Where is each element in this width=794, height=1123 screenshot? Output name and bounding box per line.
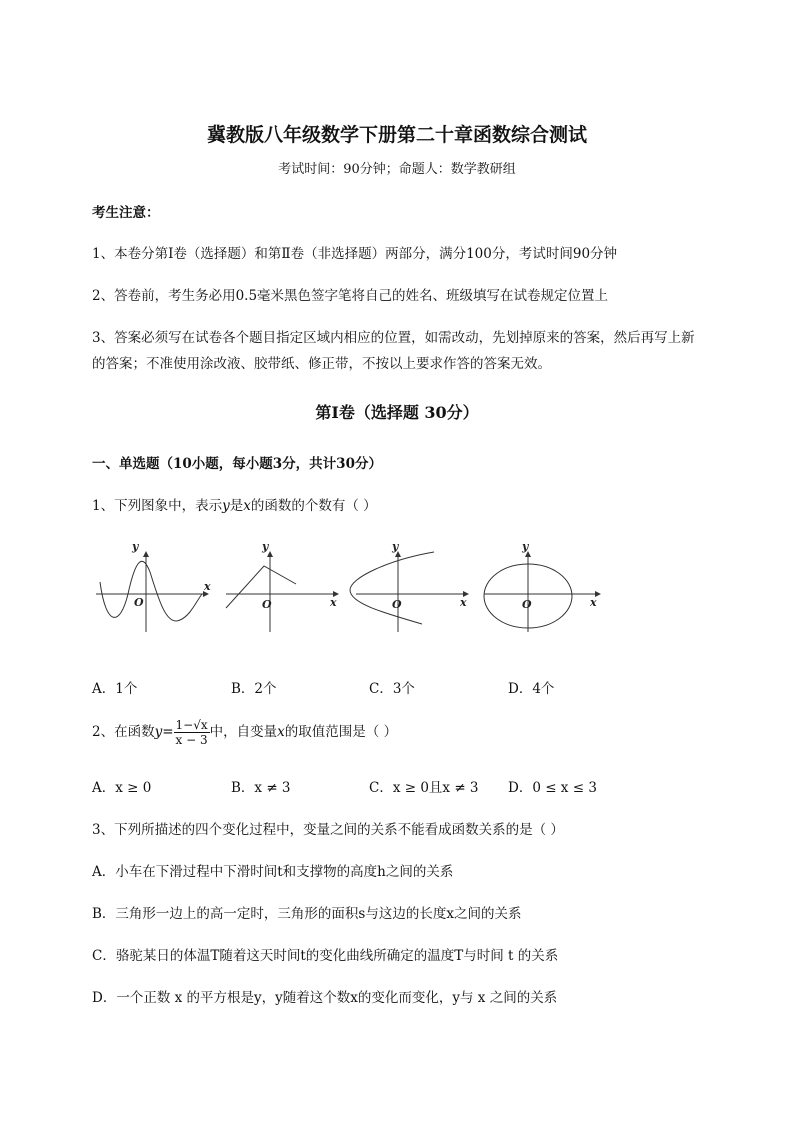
q2-mid: 中，自变量	[209, 724, 278, 740]
graph-a-y-label: y	[132, 540, 139, 553]
notice-item-1: 1、本卷分第I卷（选择题）和第Ⅱ卷（非选择题）两部分，满分100分，考试时间90分钟	[92, 246, 618, 262]
notice-item-2: 2、答卷前，考生务必用0.5毫米黑色签字笔将自己的姓名、班级填写在试卷规定位置上	[92, 288, 609, 304]
q2-var-x: x	[277, 724, 285, 740]
q2-suffix: 的取值范围是（ ）	[284, 724, 398, 740]
exam-info: 考试时间：90分钟；命题人：数学教研组	[278, 162, 516, 177]
q3-option-b: B．三角形一边上的高一定时，三角形的面积s与这边的长度x之间的关系	[92, 906, 522, 922]
graph-a-x-label: x	[204, 580, 211, 593]
page-title: 冀教版八年级数学下册第二十章函数综合测试	[206, 124, 587, 146]
section-title: 第I卷（选择题 30分）	[315, 403, 479, 422]
q2-option-d: D．0 ≤ x ≤ 3	[508, 780, 597, 796]
graph-b-y-label: y	[262, 540, 269, 553]
notice-item-3-line-1: 3、答案必须写在试卷各个题目指定区域内相应的位置，如需改动，先划掉原来的答案，然后再写上新	[92, 330, 695, 346]
graph-c	[350, 552, 468, 632]
q2-numerator: 1−√x	[175, 718, 208, 732]
graph-c-x-label: x	[460, 596, 467, 609]
q3-option-d: D．一个正数 x 的平方根是y，y随着这个数x的变化而变化，y与 x 之间的关系	[92, 990, 558, 1006]
graph-b	[226, 552, 338, 632]
question-1-stem	[92, 494, 377, 514]
q1-suffix: 的函数的个数有（ ）	[250, 498, 377, 514]
graph-a	[96, 552, 208, 632]
graph-c-y-label: y	[392, 540, 399, 553]
graph-c-origin-label: O	[392, 598, 402, 611]
q2-eq: =	[162, 724, 174, 740]
q2-func-y: y	[154, 724, 163, 740]
q2-option-c: C．x ≥ 0且x ≠ 3	[369, 780, 479, 796]
graph-d-origin-label: O	[522, 598, 532, 611]
q2-prefix: 2、在函数	[92, 724, 155, 740]
q3-option-a: A．小车在下滑过程中下滑时间t和支撑物的高度h之间的关系	[92, 864, 454, 880]
graph-d-y-label: y	[522, 540, 529, 553]
q2-fraction	[174, 718, 210, 747]
graph-b-x-label: x	[330, 596, 337, 609]
q1-var-y: y	[222, 498, 230, 514]
q3-option-c: C．骆驼某日的体温T随着这天时间t的变化曲线所确定的温度T与时间 t 的关系	[92, 948, 559, 964]
notice-heading: 考生注意：	[92, 205, 160, 221]
q1-prefix: 1、下列图象中，表示	[92, 498, 223, 514]
q1-option-d: D．4个	[508, 681, 555, 697]
graph-d	[484, 552, 600, 632]
question-1-graphs	[88, 532, 628, 632]
q1-option-c: C．3个	[369, 681, 415, 697]
part-heading: 一、单选题（10小题，每小题3分，共计30分）	[92, 456, 382, 472]
graph-b-origin-label: O	[262, 598, 272, 611]
q1-mid: 是	[229, 498, 244, 514]
q1-var-x: x	[243, 498, 251, 514]
q2-denominator: x − 3	[175, 733, 208, 747]
graph-a-origin-label: O	[134, 596, 144, 609]
q2-option-b: B．x ≠ 3	[231, 780, 291, 796]
notice-item-3-line-2: 的答案；不准使用涂改液、胶带纸、修正带，不按以上要求作答的答案无效。	[92, 356, 551, 372]
q1-option-b: B．2个	[231, 681, 277, 697]
q2-option-a: A．x ≥ 0	[92, 780, 152, 796]
graph-d-x-label: x	[590, 596, 597, 609]
q1-option-a: A．1个	[92, 681, 138, 697]
question-2-stem	[92, 718, 397, 747]
question-3-stem: 3、下列所描述的四个变化过程中，变量之间的关系不能看成函数关系的是（ ）	[92, 822, 564, 838]
